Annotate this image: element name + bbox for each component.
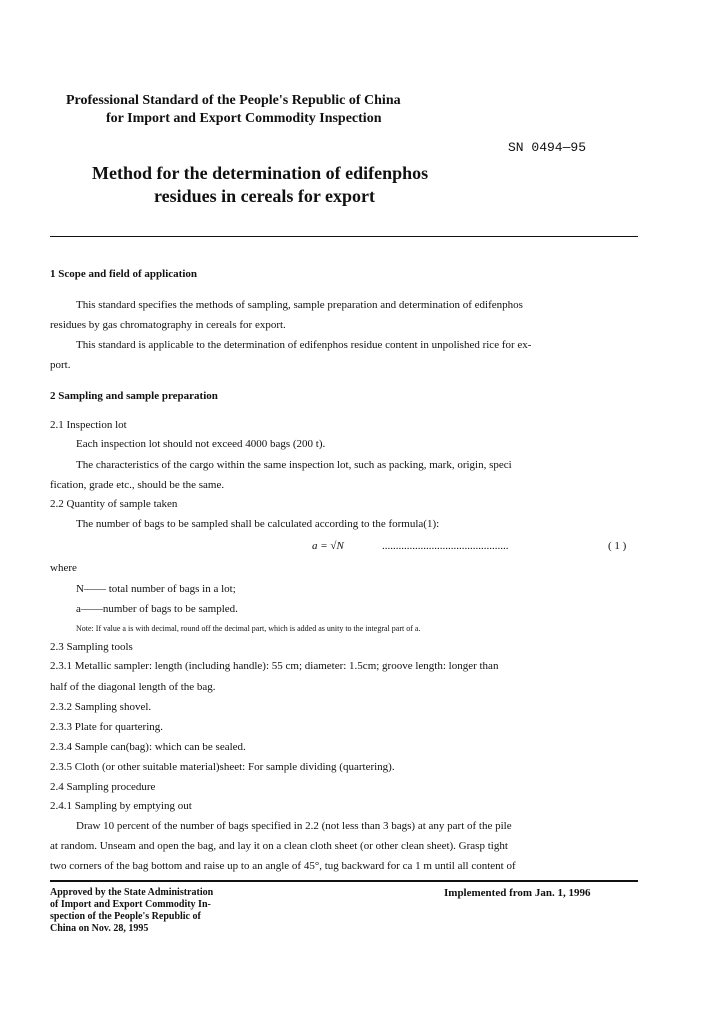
section-2-3-1-line2: half of the diagonal length of the bag.: [50, 681, 216, 693]
section-1-heading: 1 Scope and field of application: [50, 268, 197, 280]
section-2-4-1-heading: 2.4.1 Sampling by emptying out: [50, 800, 192, 812]
section-2-3-3: 2.3.3 Plate for quartering.: [50, 721, 164, 733]
section-2-2-heading: 2.2 Quantity of sample taken: [50, 498, 178, 510]
section-2-2-para1: The number of bags to be sampled shall be calculated according to the formula(1):: [76, 518, 440, 530]
section-2-1-heading: 2.1 Inspection lot: [50, 419, 127, 431]
section-2-1-para1: Each inspection lot should not exceed 4000 bags (200 t).: [76, 438, 326, 450]
section-2-4-heading: 2.4 Sampling procedure: [50, 781, 156, 793]
section-2-3-heading: 2.3 Sampling tools: [50, 641, 133, 653]
section-2-3-5: 2.3.5 Cloth (or other suitable material)sheet: For sample dividing (quartering).: [50, 761, 395, 773]
section-2-1-para2-line2: fication, grade etc., should be the same.: [50, 479, 225, 491]
section-2-3-4: 2.3.4 Sample can(bag): which can be sealed.: [50, 741, 246, 753]
approval-line3: spection of the People's Republic of: [50, 911, 201, 922]
section-2-3-2: 2.3.2 Sampling shovel.: [50, 701, 152, 713]
standard-code: SN 0494—95: [508, 140, 587, 155]
header-divider: [50, 236, 638, 237]
standard-org-line2: for Import and Export Commodity Inspection: [106, 111, 382, 126]
standard-org-line1: Professional Standard of the People's Republic of China: [66, 93, 401, 108]
document-title-line2: residues in cereals for export: [154, 186, 375, 206]
section-2-4-1-para-line1: Draw 10 percent of the number of bags specified in 2.2 (not less than 3 bags) at any part of the pile: [76, 820, 512, 832]
section-1-para2-line1: This standard is applicable to the determination of edifenphos residue content in unpolished rice for ex-: [76, 339, 532, 351]
section-2-heading: 2 Sampling and sample preparation: [50, 390, 218, 402]
where-label: where: [50, 562, 77, 574]
approval-line4: China on Nov. 28, 1995: [50, 923, 149, 934]
section-1-para1-line1: This standard specifies the methods of sampling, sample preparation and determination of edifenphos: [76, 299, 523, 311]
formula-leader-dots: ..............................................: [382, 540, 509, 552]
approval-line2: of Import and Export Commodity In-: [50, 899, 211, 910]
section-2-3-1-line1: 2.3.1 Metallic sampler: length (including handle): 55 cm; diameter: 1.5cm; groove length: longer than: [50, 660, 499, 672]
section-1-para1-line2: residues by gas chromatography in cereals for export.: [50, 319, 286, 331]
document-title-line1: Method for the determination of edifenphos: [92, 163, 429, 183]
definition-N: N—— total number of bags in a lot;: [76, 583, 236, 595]
formula-number: ( 1 ): [608, 540, 627, 552]
formula-note: Note: If value a is with decimal, round off the decimal part, which is added as unity to the integral part of a.: [76, 624, 421, 633]
definition-a: a——number of bags to be sampled.: [76, 603, 238, 615]
footer-divider: [50, 880, 638, 882]
section-2-4-1-para-line2: at random. Unseam and open the bag, and lay it on a clean cloth sheet (or other clean sheet). Grasp tight: [50, 840, 508, 852]
implementation-date: Implemented from Jan. 1, 1996: [444, 887, 591, 899]
section-1-para2-line2: port.: [50, 359, 71, 371]
section-2-1-para2-line1: The characteristics of the cargo within the same inspection lot, such as packing, mark, origin, speci: [76, 459, 512, 471]
approval-line1: Approved by the State Administration: [50, 887, 214, 898]
section-2-4-1-para-line3: two corners of the bag bottom and raise up to an angle of 45°, tug backward for ca 1 m until all content of: [50, 860, 516, 872]
formula-1: a = √N: [312, 540, 344, 552]
